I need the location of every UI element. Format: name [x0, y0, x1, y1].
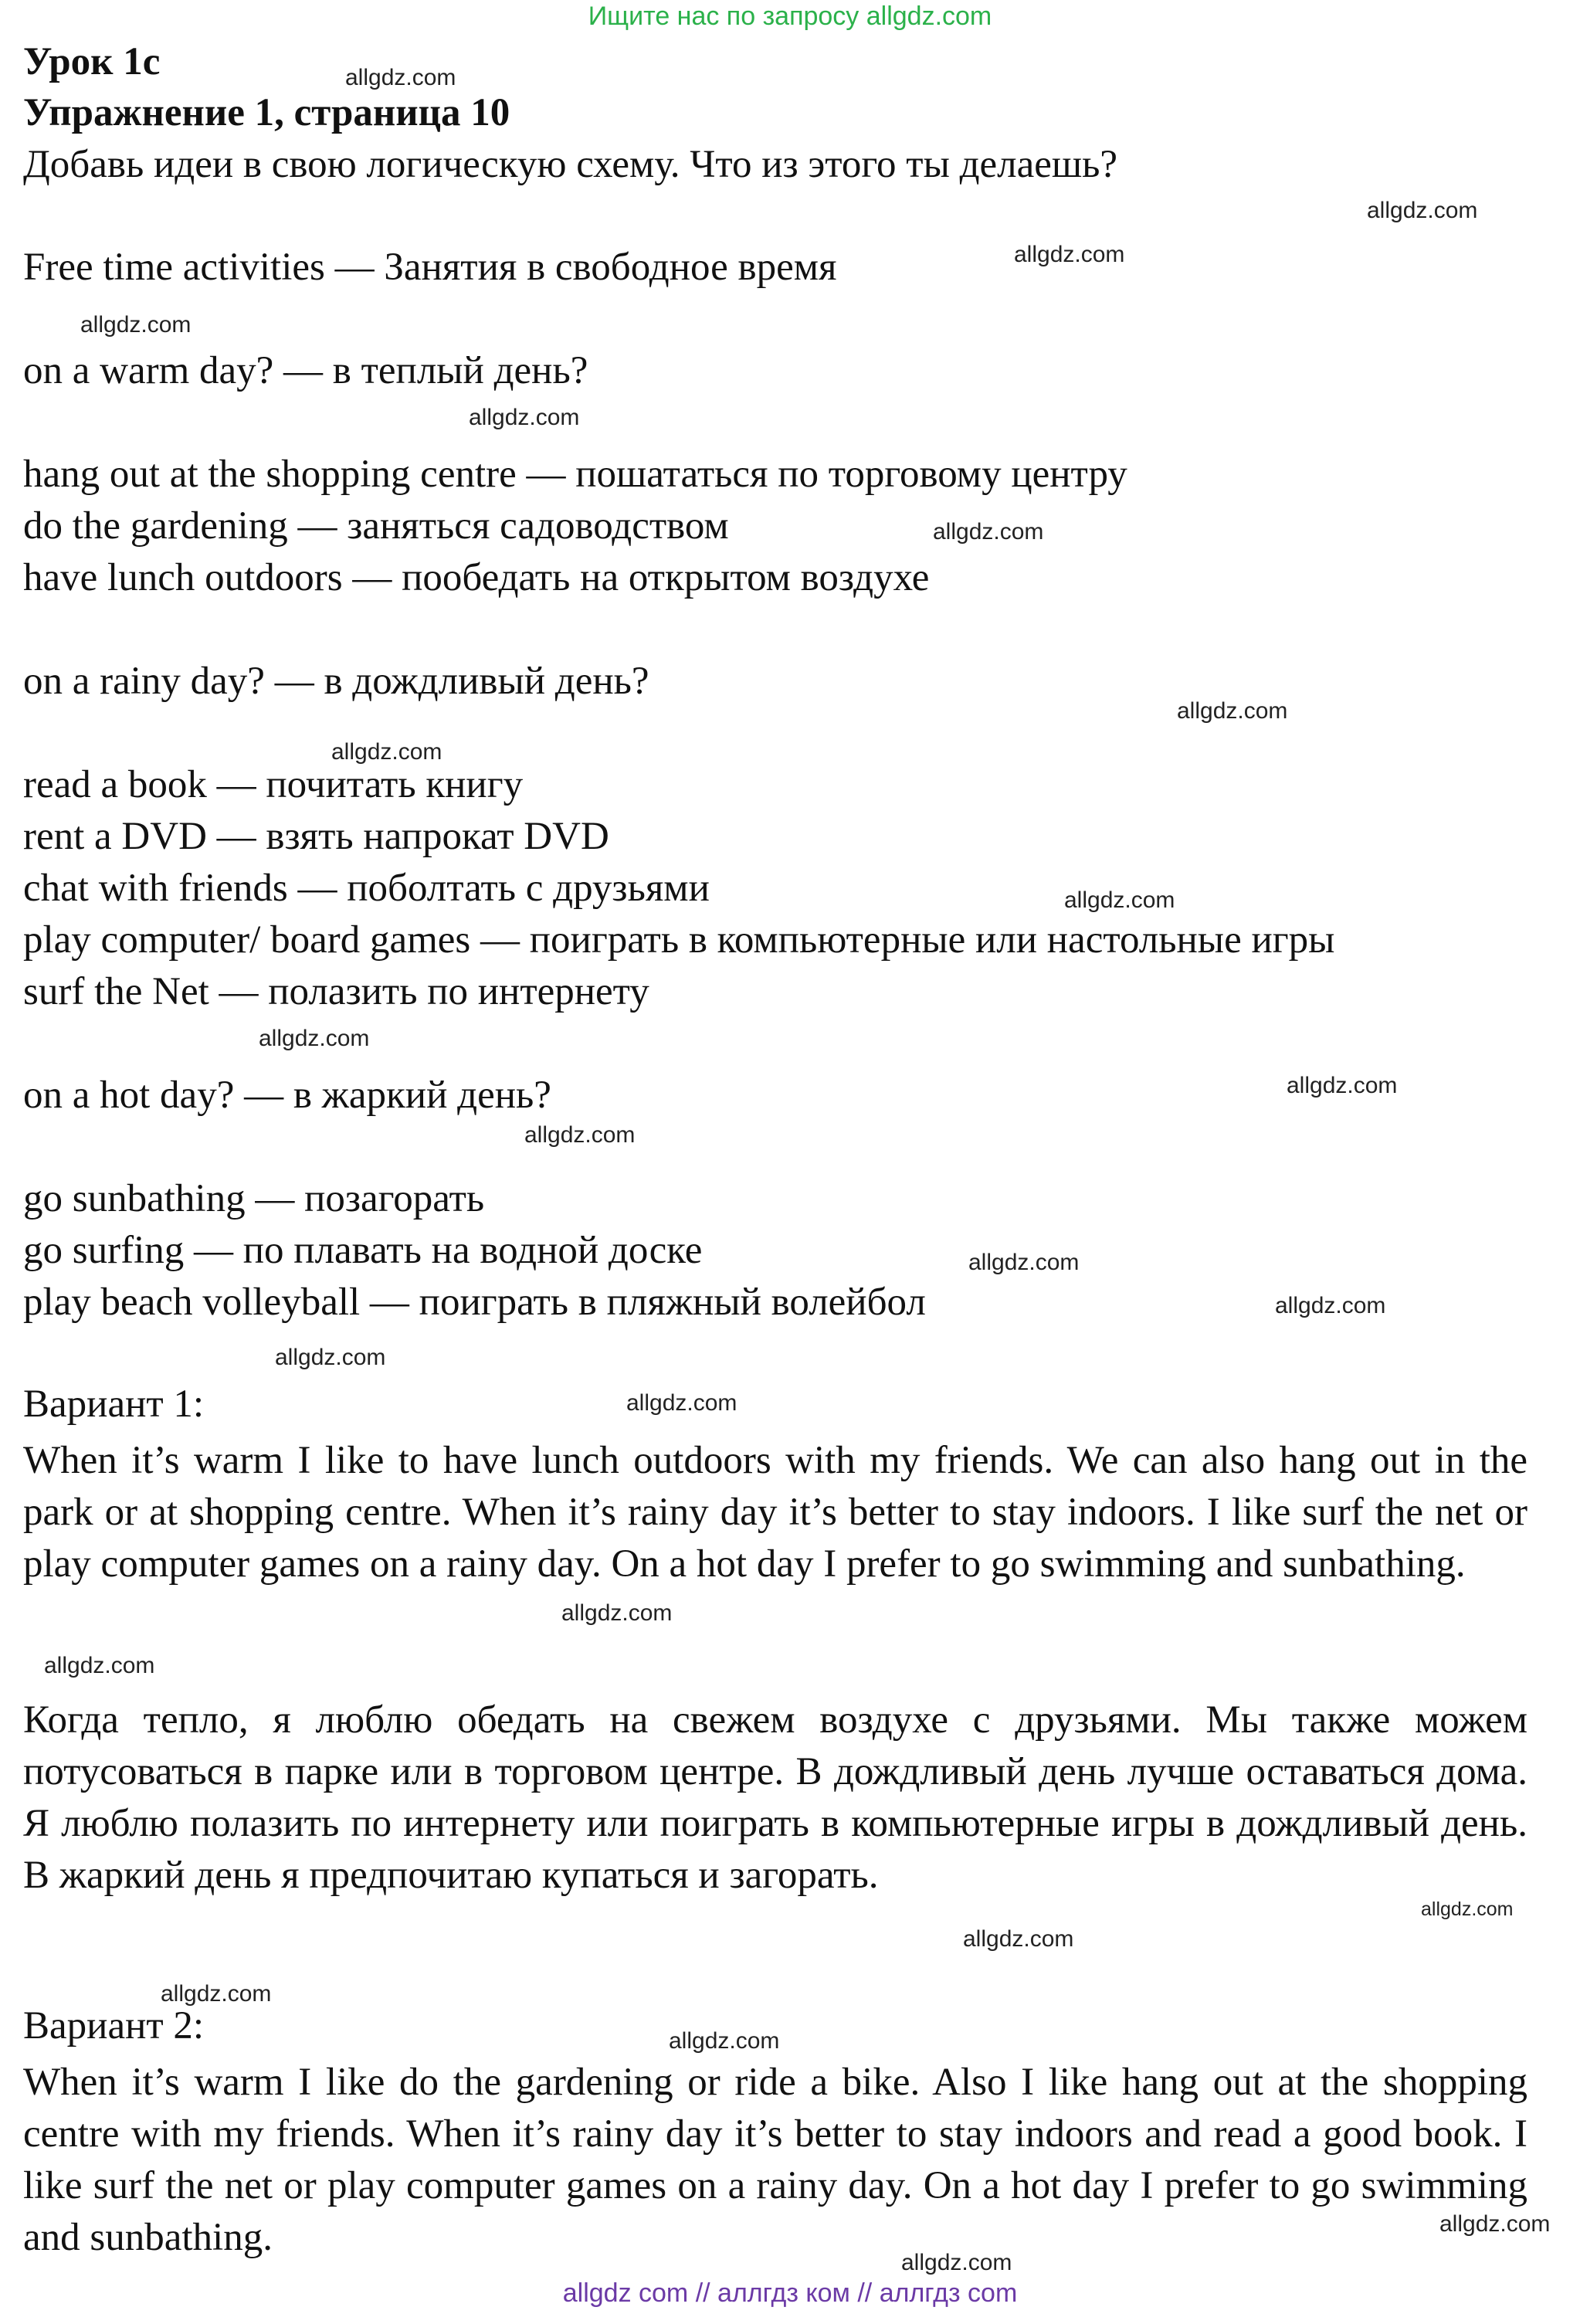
watermark: allgdz.com	[963, 1926, 1074, 1952]
list-item: go surfing — по плавать на водной доске	[23, 1229, 703, 1272]
variant2-label: Вариант 2:	[23, 2004, 205, 2047]
variant1-english: When it’s warm I like to have lunch outdoors with my friends. We can also hang out in the park or at shopping centre. When it’s rainy day it’s better to stay indoors. I like surf the net or play computer games on a rainy day. On a hot day I prefer to go swimming and sunbathing.	[23, 1439, 1527, 1586]
watermark: allgdz.com	[80, 312, 192, 338]
watermark: allgdz.com	[1421, 1898, 1514, 1920]
watermark: allgdz.com	[968, 1250, 1080, 1275]
list-item: rent a DVD — взять напрокат DVD	[23, 815, 609, 858]
watermark: allgdz.com	[345, 65, 456, 90]
variant2-english: When it’s warm I like do the gardening or ride a bike. Also I like hang out at the shopping centre with my friends. When it’s rainy day it’s better to stay indoors and read a good book. I like surf the net or play computer games on a rainy day. On a hot day I prefer to go swimming and sunbathing.	[23, 2061, 1527, 2259]
watermark: allgdz.com	[275, 1345, 386, 1370]
watermark: allgdz.com	[331, 739, 442, 765]
watermark: allgdz.com	[161, 1981, 272, 2007]
hot-question: on a hot day? — в жаркий день?	[23, 1074, 551, 1117]
watermark: allgdz.com	[1177, 698, 1288, 724]
watermark: allgdz.com	[259, 1026, 370, 1051]
footer-links[interactable]: allgdz com // аллгдз ком // аллгдз com	[562, 2278, 1018, 2308]
task-text: Добавь идеи в свою логическую схему. Что из этого ты делаешь?	[23, 143, 1118, 186]
list-item: surf the Net — полазить по интернету	[23, 970, 649, 1013]
watermark: allgdz.com	[1014, 242, 1125, 267]
list-item: go sunbathing — позагорать	[23, 1177, 485, 1220]
variant1-russian: Когда тепло, я люблю обедать на свежем воздухе с друзьями. Мы также можем потусоваться в парке или в торговом центре. В дождливый день лучше оставаться дома. Я люблю полазить по интернету или поиграть в компьютерные игры в дождливый день. В жаркий день я предпочитаю купаться и загорать.	[23, 1698, 1527, 1897]
watermark: allgdz.com	[901, 2250, 1012, 2275]
list-item: do the gardening — заняться садоводством	[23, 504, 729, 548]
list-item: chat with friends — поболтать с друзьями	[23, 867, 710, 910]
variant1-label: Вариант 1:	[23, 1383, 205, 1426]
watermark: allgdz.com	[524, 1122, 636, 1148]
watermark: allgdz.com	[669, 2028, 780, 2054]
list-item: hang out at the shopping centre — пошататься по торговому центру	[23, 453, 1127, 496]
rainy-question: on a rainy day? — в дождливый день?	[23, 660, 649, 703]
watermark: allgdz.com	[1367, 198, 1478, 223]
watermark: allgdz.com	[626, 1390, 737, 1416]
list-item: read a book — почитать книгу	[23, 763, 524, 806]
lesson-title: Урок 1с	[23, 40, 161, 83]
watermark: allgdz.com	[1439, 2211, 1551, 2237]
watermark: allgdz.com	[1287, 1073, 1398, 1098]
watermark: allgdz.com	[1064, 887, 1175, 913]
list-item: play computer/ board games — поиграть в компьютерные или настольные игры	[23, 918, 1335, 962]
list-item: have lunch outdoors — пообедать на открытом воздухе	[23, 556, 930, 599]
list-item: play beach volleyball — поиграть в пляжный волейбол	[23, 1281, 926, 1324]
watermark: allgdz.com	[933, 519, 1044, 545]
watermark: allgdz.com	[561, 1600, 673, 1626]
watermark: allgdz.com	[1275, 1293, 1386, 1318]
watermark: allgdz.com	[469, 405, 580, 430]
section-heading: Free time activities — Занятия в свободное время	[23, 246, 837, 289]
top-banner[interactable]: Ищите нас по запросу allgdz.com	[588, 2, 992, 31]
exercise-title: Упражнение 1, страница 10	[23, 91, 510, 134]
watermark: allgdz.com	[44, 1653, 155, 1678]
warm-question: on a warm day? — в теплый день?	[23, 349, 588, 392]
